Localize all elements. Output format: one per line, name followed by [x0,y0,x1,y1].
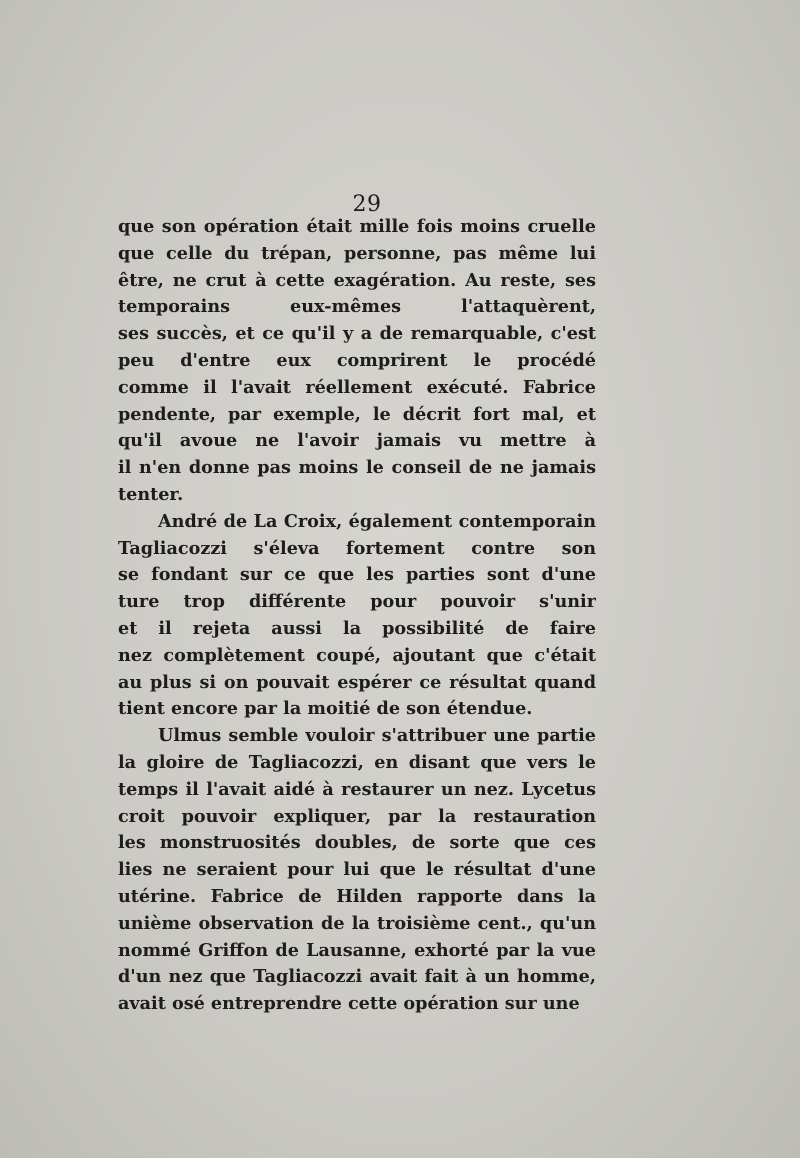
paragraph [118,723,596,1018]
body-text [118,214,596,1018]
text-line: pendente, par exemple, le décrit fort mal, et [118,403,596,425]
text-line: la gloire de Tagliacozzi, en disant que vers le [118,751,596,773]
text-line: au plus si on pouvait espérer ce résultat quand [118,671,596,693]
text-line: temps il l'avait aidé à restaurer un nez. Lycetus [118,778,596,800]
text-line: temporains eux-mêmes l'attaquèrent, [118,296,596,318]
text-line: unième observation de la troisième cent., qu'un [118,912,596,934]
text-line: Ulmus semble vouloir s'attribuer une partie [158,725,596,747]
text-line: se fondant sur ce que les parties sont d'une [118,564,596,586]
paragraph [118,509,596,723]
page-number: 29 [352,192,382,217]
text-line: être, ne crut à cette exagération. Au reste, ses [118,269,596,291]
text-line: ses succès, et ce qu'il y a de remarquable, c'est [118,323,596,345]
text-line: tient encore par la moitié de son étendue. [118,698,533,720]
text-line: nez complètement coupé, ajoutant que c'était [118,644,596,666]
text-line: peu d'entre eux comprirent le procédé [118,349,596,371]
text-line: Tagliacozzi s'éleva fortement contre son [118,537,596,559]
text-line: que celle du trépan, personne, pas même lui [118,242,596,264]
text-line: croit pouvoir expliquer, par la restauration [118,805,596,827]
text-line: que son opération était mille fois moins cruelle [118,216,596,237]
text-line: lies ne seraient pour lui que le résultat d'une [118,859,596,881]
text-line: qu'il avoue ne l'avoir jamais vu mettre à [118,430,596,452]
text-line: tenter. [118,483,184,505]
paragraph [118,214,596,509]
text-line: nommé Griffon de Lausanne, exhorté par la vue [118,939,596,961]
text-line: d'un nez que Tagliacozzi avait fait à un homme, [118,966,596,988]
text-line: avait osé entreprendre cette opération sur une [118,993,580,1015]
text-line: il n'en donne pas moins le conseil de ne jamais [118,457,596,479]
text-line: comme il l'avait réellement exécuté. Fabrice [118,376,596,398]
text-line: André de La Croix, également contemporain [158,510,596,532]
text-line: utérine. Fabrice de Hilden rapporte dans la [118,885,596,907]
text-line: et il rejeta aussi la possibilité de faire [118,617,596,639]
text-line: ture trop différente pour pouvoir s'unir [118,591,596,613]
text-line: les monstruosités doubles, de sorte que ces [118,832,596,854]
